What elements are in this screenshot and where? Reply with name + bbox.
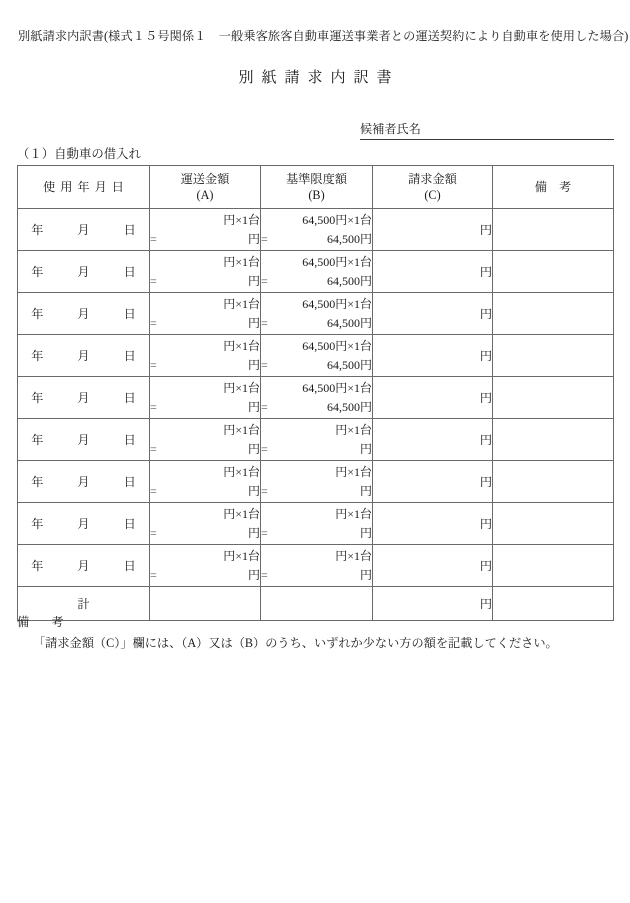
date-cell[interactable]: [18, 293, 150, 335]
date-cell[interactable]: [18, 545, 150, 587]
claim-amount-cell[interactable]: [373, 335, 493, 377]
remarks-cell[interactable]: [493, 419, 614, 461]
column-header-standard-limit-text: 基準限度額: [286, 172, 347, 186]
table-header-row: [18, 166, 614, 209]
column-header-remarks: 備 考: [493, 166, 614, 209]
claim-amount-cell[interactable]: [373, 293, 493, 335]
claim-amount-cell[interactable]: [373, 461, 493, 503]
transport-amount-unit-price: [150, 547, 260, 566]
transport-amount-subtotal-unit: 円: [247, 567, 260, 582]
column-header-standard-limit: [261, 166, 373, 209]
standard-limit-subtotal-value: 64,500: [326, 273, 360, 288]
column-header-claim-amount-mark: (C): [424, 188, 441, 202]
remarks-cell[interactable]: [493, 251, 614, 293]
transport-amount-equals-sign: =: [150, 567, 157, 582]
transport-amount-cell[interactable]: [150, 419, 261, 461]
table-row: [18, 251, 614, 293]
standard-limit-subtotal: [261, 524, 372, 543]
date-day-label: 日: [123, 517, 136, 531]
total-remarks-cell[interactable]: [493, 587, 614, 621]
standard-limit-unit-price-unit: 円×1台: [335, 380, 372, 395]
date-cell[interactable]: [18, 419, 150, 461]
footnote-text: 「請求金額（C）」欄には、（A）又は（B）のうち、いずれか少ない方の額を記載してください。: [33, 636, 558, 650]
transport-amount-subtotal-value-group: [248, 230, 260, 249]
transport-amount-unit-price: [150, 337, 260, 356]
column-header-claim-amount-text: 請求金額: [408, 172, 457, 186]
date-year-label: 年: [31, 349, 44, 363]
standard-limit-cell[interactable]: [261, 335, 373, 377]
standard-limit-unit-price-value: 64,500: [302, 338, 336, 353]
table-row: [18, 461, 614, 503]
standard-limit-unit-price-value: 64,500: [302, 380, 336, 395]
table-row: [18, 293, 614, 335]
standard-limit-unit-price-unit: 円×1台: [335, 506, 372, 521]
date-day-label: 日: [123, 559, 136, 573]
transport-amount-unit-price: [150, 505, 260, 524]
transport-amount-subtotal-value-group: [248, 440, 260, 459]
transport-amount-subtotal-unit: 円: [247, 399, 260, 414]
date-month-label: 月: [77, 349, 90, 363]
date-year-label: 年: [31, 475, 44, 489]
transport-amount-equals-sign: =: [150, 357, 157, 372]
date-year-label: 年: [31, 517, 44, 531]
detail-table: [17, 165, 614, 621]
claim-amount-unit: 円: [479, 307, 492, 321]
remarks-cell[interactable]: [493, 209, 614, 251]
standard-limit-equals-sign: =: [261, 567, 268, 582]
standard-limit-subtotal: [261, 440, 372, 459]
transport-amount-subtotal: [150, 272, 260, 291]
standard-limit-subtotal-value-group: [360, 440, 372, 459]
column-header-date: 使用年月日: [18, 166, 150, 209]
standard-limit-subtotal: [261, 314, 372, 333]
total-claim-amount-unit: 円: [479, 597, 492, 611]
standard-limit-subtotal-unit: 円: [359, 231, 372, 246]
standard-limit-unit-price-unit: 円×1台: [335, 422, 372, 437]
transport-amount-subtotal: [150, 398, 260, 417]
standard-limit-unit-price: [261, 379, 372, 398]
standard-limit-unit-price: [261, 505, 372, 524]
transport-amount-cell[interactable]: [150, 251, 261, 293]
claim-amount-unit: 円: [479, 475, 492, 489]
transport-amount-cell[interactable]: [150, 503, 261, 545]
claim-amount-cell[interactable]: [373, 419, 493, 461]
transport-amount-subtotal-value-group: [248, 272, 260, 291]
standard-limit-subtotal-unit: 円: [359, 399, 372, 414]
standard-limit-subtotal-value-group: [327, 230, 372, 249]
date-month-label: 月: [77, 559, 90, 573]
date-month-label: 月: [77, 517, 90, 531]
standard-limit-subtotal-value-group: [327, 398, 372, 417]
transport-amount-equals-sign: =: [150, 441, 157, 456]
transport-amount-cell[interactable]: [150, 377, 261, 419]
standard-limit-equals-sign: =: [261, 357, 268, 372]
standard-limit-cell[interactable]: [261, 503, 373, 545]
date-year-label: 年: [31, 391, 44, 405]
standard-limit-cell[interactable]: [261, 293, 373, 335]
claim-amount-unit: 円: [479, 391, 492, 405]
date-day-label: 日: [123, 265, 136, 279]
date-day-label: 日: [123, 475, 136, 489]
standard-limit-subtotal-value: 64,500: [326, 357, 360, 372]
transport-amount-unit-price: [150, 295, 260, 314]
standard-limit-unit-price-unit: 円×1台: [335, 548, 372, 563]
footnote-label: 備 考: [17, 615, 69, 629]
candidate-name-field[interactable]: [360, 120, 614, 140]
claim-amount-cell[interactable]: [373, 503, 493, 545]
standard-limit-subtotal-unit: 円: [359, 357, 372, 372]
transport-amount-cell[interactable]: [150, 335, 261, 377]
standard-limit-subtotal-value: 64,500: [326, 315, 360, 330]
standard-limit-subtotal-value: 64,500: [326, 231, 360, 246]
standard-limit-cell[interactable]: [261, 377, 373, 419]
standard-limit-subtotal-unit: 円: [359, 315, 372, 330]
standard-limit-subtotal-value-group: [327, 314, 372, 333]
date-cell[interactable]: [18, 251, 150, 293]
column-header-transport-amount-mark: (A): [196, 188, 214, 202]
standard-limit-cell[interactable]: [261, 419, 373, 461]
claim-amount-cell[interactable]: [373, 377, 493, 419]
transport-amount-subtotal-value-group: [248, 524, 260, 543]
transport-amount-unit-price-unit: 円×1台: [223, 506, 260, 521]
standard-limit-subtotal-value-group: [360, 524, 372, 543]
standard-limit-unit-price: [261, 463, 372, 482]
table-row: [18, 335, 614, 377]
date-month-label: 月: [77, 391, 90, 405]
standard-limit-unit-price: [261, 295, 372, 314]
transport-amount-subtotal-value-group: [248, 398, 260, 417]
claim-amount-unit: 円: [479, 265, 492, 279]
detail-table-container: [17, 165, 613, 621]
transport-amount-equals-sign: =: [150, 399, 157, 414]
date-cell[interactable]: [18, 503, 150, 545]
remarks-cell[interactable]: [493, 503, 614, 545]
table-body: [18, 209, 614, 587]
claim-amount-cell[interactable]: [373, 545, 493, 587]
remarks-cell[interactable]: [493, 377, 614, 419]
standard-limit-equals-sign: =: [261, 483, 268, 498]
standard-limit-unit-price-unit: 円×1台: [335, 464, 372, 479]
transport-amount-subtotal-unit: 円: [247, 357, 260, 372]
standard-limit-subtotal-value-group: [360, 482, 372, 501]
standard-limit-subtotal: [261, 230, 372, 249]
claim-amount-unit: 円: [479, 433, 492, 447]
total-row: [18, 587, 614, 621]
date-year-label: 年: [31, 559, 44, 573]
standard-limit-unit-price-value: 64,500: [302, 254, 336, 269]
transport-amount-subtotal-value-group: [248, 314, 260, 333]
section-title: （１）自動車の借入れ: [17, 147, 141, 161]
date-day-label: 日: [123, 391, 136, 405]
column-header-standard-limit-mark: (B): [308, 188, 325, 202]
transport-amount-subtotal: [150, 482, 260, 501]
standard-limit-subtotal-value-group: [327, 272, 372, 291]
transport-amount-subtotal-value-group: [248, 566, 260, 585]
date-month-label: 月: [77, 433, 90, 447]
transport-amount-cell[interactable]: [150, 545, 261, 587]
transport-amount-unit-price-unit: 円×1台: [223, 254, 260, 269]
table-row: [18, 545, 614, 587]
standard-limit-unit-price: [261, 337, 372, 356]
standard-limit-subtotal-unit: 円: [359, 567, 372, 582]
standard-limit-subtotal: [261, 482, 372, 501]
transport-amount-equals-sign: =: [150, 315, 157, 330]
column-header-transport-amount: [150, 166, 261, 209]
standard-limit-cell[interactable]: [261, 461, 373, 503]
date-year-label: 年: [31, 223, 44, 237]
date-cell[interactable]: [18, 209, 150, 251]
transport-amount-subtotal: [150, 356, 260, 375]
transport-amount-unit-price: [150, 253, 260, 272]
standard-limit-subtotal-value-group: [360, 566, 372, 585]
standard-limit-equals-sign: =: [261, 525, 268, 540]
transport-amount-unit-price-unit: 円×1台: [223, 296, 260, 311]
remarks-cell[interactable]: [493, 293, 614, 335]
transport-amount-subtotal: [150, 566, 260, 585]
standard-limit-unit-price-value: 64,500: [302, 296, 336, 311]
date-month-label: 月: [77, 307, 90, 321]
transport-amount-subtotal-unit: 円: [247, 441, 260, 456]
transport-amount-subtotal: [150, 314, 260, 333]
table-row: [18, 377, 614, 419]
transport-amount-unit-price-unit: 円×1台: [223, 212, 260, 227]
claim-amount-unit: 円: [479, 223, 492, 237]
transport-amount-unit-price-unit: 円×1台: [223, 422, 260, 437]
standard-limit-unit-price: [261, 547, 372, 566]
standard-limit-subtotal-unit: 円: [359, 525, 372, 540]
standard-limit-subtotal-unit: 円: [359, 441, 372, 456]
standard-limit-unit-price-unit: 円×1台: [335, 338, 372, 353]
standard-limit-cell[interactable]: [261, 251, 373, 293]
claim-amount-cell[interactable]: [373, 251, 493, 293]
transport-amount-equals-sign: =: [150, 525, 157, 540]
standard-limit-subtotal-value: 64,500: [326, 399, 360, 414]
standard-limit-subtotal-unit: 円: [359, 483, 372, 498]
date-month-label: 月: [77, 475, 90, 489]
standard-limit-cell[interactable]: [261, 209, 373, 251]
remarks-cell[interactable]: [493, 545, 614, 587]
column-header-claim-amount: [373, 166, 493, 209]
remarks-cell[interactable]: [493, 335, 614, 377]
standard-limit-subtotal: [261, 566, 372, 585]
standard-limit-equals-sign: =: [261, 399, 268, 414]
date-year-label: 年: [31, 433, 44, 447]
date-cell[interactable]: [18, 335, 150, 377]
claim-amount-unit: 円: [479, 559, 492, 573]
date-year-label: 年: [31, 265, 44, 279]
standard-limit-unit-price-unit: 円×1台: [335, 296, 372, 311]
standard-limit-subtotal-value-group: [327, 356, 372, 375]
claim-amount-cell[interactable]: [373, 209, 493, 251]
date-cell[interactable]: [18, 377, 150, 419]
standard-limit-cell[interactable]: [261, 545, 373, 587]
transport-amount-equals-sign: =: [150, 483, 157, 498]
transport-amount-unit-price-unit: 円×1台: [223, 548, 260, 563]
transport-amount-subtotal: [150, 440, 260, 459]
standard-limit-subtotal: [261, 356, 372, 375]
transport-amount-unit-price-unit: 円×1台: [223, 464, 260, 479]
claim-amount-unit: 円: [479, 349, 492, 363]
date-month-label: 月: [77, 223, 90, 237]
standard-limit-subtotal-unit: 円: [359, 273, 372, 288]
transport-amount-subtotal-unit: 円: [247, 525, 260, 540]
remarks-cell[interactable]: [493, 461, 614, 503]
total-label: 計: [18, 587, 150, 621]
transport-amount-subtotal: [150, 524, 260, 543]
transport-amount-subtotal-unit: 円: [247, 231, 260, 246]
form-code-line: 別紙請求内訳書(様式１５号関係１ 一般乗客旅客自動車運送事業者との運送契約により自動車を使用した場合): [18, 29, 629, 43]
date-cell[interactable]: [18, 461, 150, 503]
page-title: 別紙請求内訳書: [238, 70, 400, 86]
transport-amount-unit-price: [150, 379, 260, 398]
transport-amount-subtotal-unit: 円: [247, 273, 260, 288]
date-day-label: 日: [123, 433, 136, 447]
date-day-label: 日: [123, 307, 136, 321]
transport-amount-unit-price-unit: 円×1台: [223, 338, 260, 353]
standard-limit-unit-price-unit: 円×1台: [335, 254, 372, 269]
transport-amount-unit-price-unit: 円×1台: [223, 380, 260, 395]
standard-limit-unit-price-unit: 円×1台: [335, 212, 372, 227]
standard-limit-equals-sign: =: [261, 273, 268, 288]
transport-amount-subtotal-unit: 円: [247, 315, 260, 330]
transport-amount-cell[interactable]: [150, 293, 261, 335]
table-row: [18, 503, 614, 545]
transport-amount-subtotal-value-group: [248, 482, 260, 501]
column-header-transport-amount-text: 運送金額: [180, 172, 230, 186]
total-transport-amount-cell[interactable]: [150, 587, 261, 621]
date-month-label: 月: [77, 265, 90, 279]
candidate-name-label: 候補者氏名: [360, 122, 421, 136]
standard-limit-unit-price: [261, 253, 372, 272]
standard-limit-unit-price-value: 64,500: [302, 212, 336, 227]
standard-limit-unit-price: [261, 421, 372, 440]
standard-limit-subtotal: [261, 272, 372, 291]
transport-amount-unit-price: [150, 463, 260, 482]
transport-amount-cell[interactable]: [150, 461, 261, 503]
standard-limit-equals-sign: =: [261, 441, 268, 456]
standard-limit-equals-sign: =: [261, 315, 268, 330]
transport-amount-equals-sign: =: [150, 273, 157, 288]
table-row: [18, 209, 614, 251]
transport-amount-subtotal-unit: 円: [247, 483, 260, 498]
date-year-label: 年: [31, 307, 44, 321]
transport-amount-subtotal: [150, 230, 260, 249]
transport-amount-cell[interactable]: [150, 209, 261, 251]
date-day-label: 日: [123, 223, 136, 237]
claim-amount-unit: 円: [479, 517, 492, 531]
standard-limit-subtotal: [261, 398, 372, 417]
standard-limit-equals-sign: =: [261, 231, 268, 246]
total-claim-amount-cell[interactable]: [373, 587, 493, 621]
transport-amount-unit-price: [150, 421, 260, 440]
transport-amount-equals-sign: =: [150, 231, 157, 246]
table-row: [18, 419, 614, 461]
transport-amount-unit-price: [150, 211, 260, 230]
total-standard-limit-cell[interactable]: [261, 587, 373, 621]
date-day-label: 日: [123, 349, 136, 363]
transport-amount-subtotal-value-group: [248, 356, 260, 375]
standard-limit-unit-price: [261, 211, 372, 230]
